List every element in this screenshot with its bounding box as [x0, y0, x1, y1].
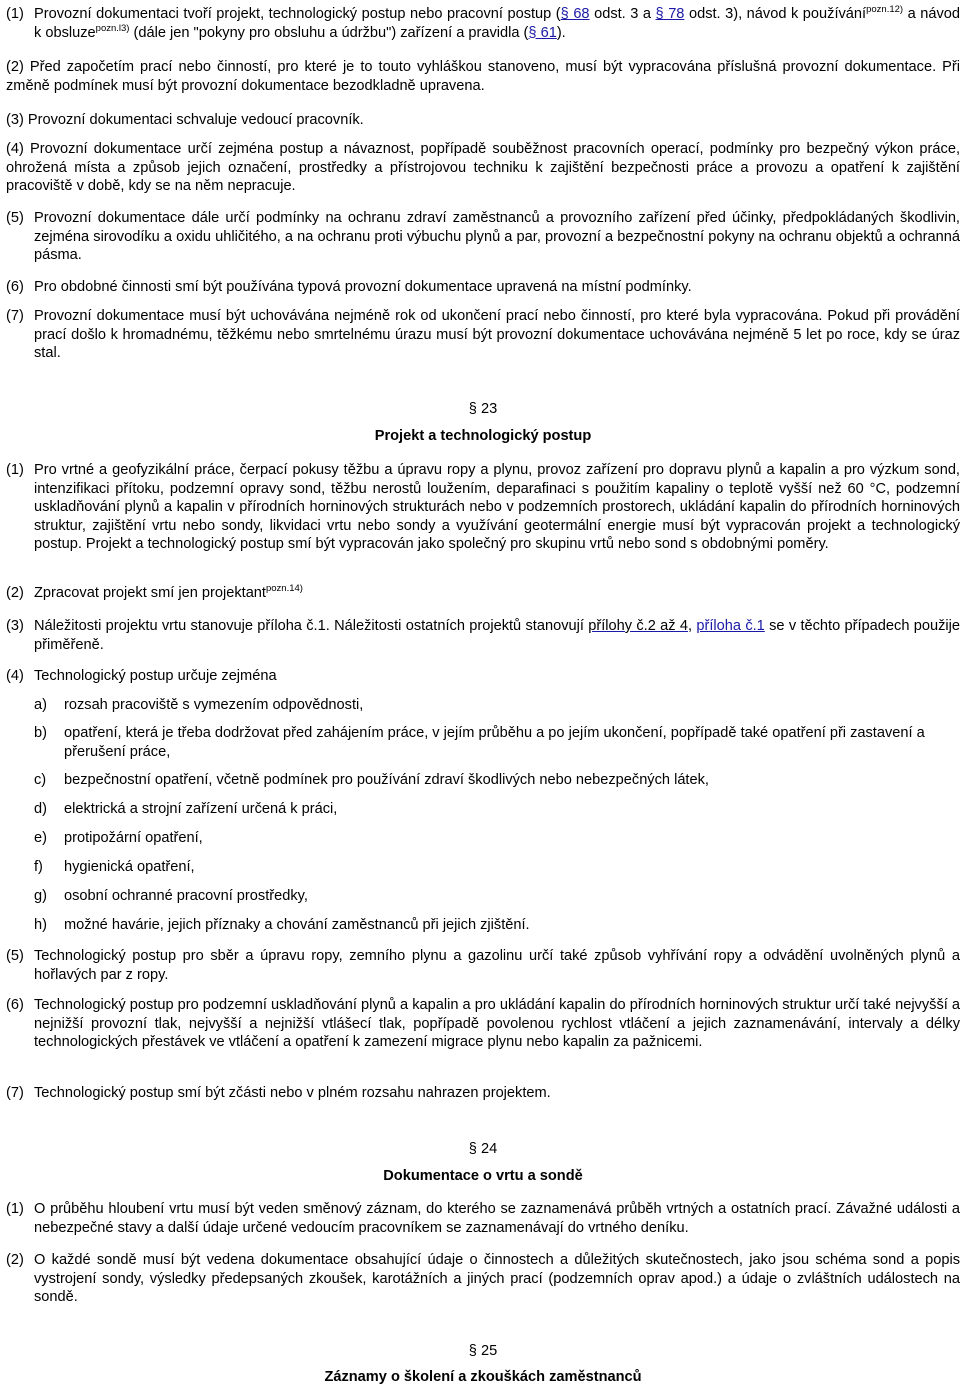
- paragraph-text: Náležitosti projektu vrtu stanovuje příloha č.1. Náležitosti ostatních projektů stanovují přílohy č.2 až 4, příloha č.1 se v těchto případech použije přiměřeně.: [34, 618, 960, 653]
- paragraph-text: Technologický postup smí být zčásti nebo v plném rozsahu nahrazen projektem.: [34, 1085, 551, 1101]
- list-label: d): [34, 801, 47, 817]
- paragraph-text: Provozní dokumentace musí být uchovávána nejméně rok od ukončení prací nebo činností, pro které byla vypracována. Pokud při provádění prací došlo k hromadnému, těžkému nebo smrtelnému úrazu musí být provozní dokumentace uchovávána nejméně 5 let po roce, kdy se úraz stal.: [34, 308, 960, 361]
- paragraph-22-6: [6, 278, 960, 297]
- list-text: možné havárie, jejich příznaky a chování zaměstnanců při jejich zjištění.: [64, 917, 530, 933]
- paragraph-number: (2): [6, 1252, 24, 1268]
- paragraph-number: (6): [6, 279, 24, 295]
- paragraph-text: Technologický postup pro podzemní uskladňování plynů a kapalin a pro ukládání kapalin do přírodních horninových struktur určí také nejvyšší a nejnižší provozní tlak, nejvyšší a nejnižší vtlášecí tlak, popřípadě povolenou rychlost vtláčení a jejich zaznamenávání, intervaly a délky technologických přestávek ve vtláčení a opatření k zamezení migrace plynu nebo kapalin za pažnicemi.: [34, 997, 960, 1050]
- paragraph-number: (4): [6, 668, 24, 684]
- paragraph-text: Technologický postup určuje zejména: [34, 668, 277, 684]
- paragraph-22-5: [6, 209, 960, 265]
- paragraph-22-2: (2) Před započetím prací nebo činností, pro které je to touto vyhláškou stanoveno, musí být vypracována příslušná provozní dokumentace. Při změně podmínek musí být provozní dokumentace bezodkladně upravena.: [6, 59, 960, 94]
- paragraph-number: (3): [6, 618, 24, 634]
- paragraph-22-1: [6, 5, 960, 42]
- list-label: b): [34, 725, 47, 741]
- list-label: f): [34, 859, 43, 875]
- paragraph-text: Pro vrtné a geofyzikální práce, čerpací pokusy těžbu a úpravu ropy a plynu, provoz zařízení pro dopravu plynů a kapalin a pro výzkum sond, intenzifikaci přítoku, podzemní opravy sond, těžbu nerostů loužením, deparafinaci s použitím kapaliny o teplotě vyšší než 60 °C, podzemní uskladňování plynů a kapalin v přírodních horninových strukturách nebo v podzemních prostorech, ukládání kapalin do přírodních horninových struktur, zajištění vrtu nebo sondy, likvidaci vrtu nebo sondy a využívání geotermální energie musí být vypracován projekt a technologický postup. Projekt a technologický postup smí být vypracován jako společný pro skupinu vrtů nebo sond s obdobnými poměry.: [34, 462, 960, 552]
- list-text: protipožární opatření,: [64, 830, 203, 846]
- paragraph-22-7: [6, 307, 960, 363]
- link-section-68[interactable]: § 68: [560, 6, 590, 22]
- paragraph-text: Technologický postup pro sběr a úpravu ropy, zemního plynu a gazolinu určí také způsob vyhřívání ropy a odvádění uvolněných plynů a hořlavých par z ropy.: [34, 948, 960, 983]
- link-priloha-1[interactable]: příloha č.1: [696, 618, 765, 634]
- paragraph-23-4: [6, 667, 960, 686]
- paragraph-23-2: [6, 584, 960, 603]
- list-label: g): [34, 888, 47, 904]
- paragraph-text: O průběhu hloubení vrtu musí být veden směnový záznam, do kterého se zaznamenává průběh vrtných a ostatních prací. Závažné události a nebezpečné stavy a další údaje určené vedoucím pracovníkem se zaznamenávají do vrtného deníku.: [34, 1201, 960, 1236]
- list-text: hygienická opatření,: [64, 859, 195, 875]
- list-label: c): [34, 772, 47, 788]
- paragraph-number: (7): [6, 1085, 24, 1101]
- list-item-f: [34, 858, 960, 877]
- paragraph-number: (2): [6, 585, 24, 601]
- paragraph-22-4: (4) Provozní dokumentace určí zejména postup a návaznost, popřípadě souběžnost pracovních operací, podmínky pro bezpečný výkon práce, ohrožená místa a způsob jejich označení, prostředky a přístrojovou techniku k zajištění bezpečnosti práce a provozu a opatření k zajištění pracoviště v době, kdy se na něm nepracuje.: [6, 141, 960, 194]
- list-text: rozsah pracoviště s vymezením odpovědnosti,: [64, 697, 364, 713]
- paragraph-number: (7): [6, 308, 24, 324]
- list-item-h: [34, 916, 960, 935]
- paragraph-23-7: [6, 1084, 960, 1103]
- list-text: osobní ochranné pracovní prostředky,: [64, 888, 308, 904]
- paragraph-text: Zpracovat projekt smí jen projektant$^{pozn.14)}$: [34, 583, 303, 601]
- link-section-78[interactable]: § 78: [655, 6, 685, 22]
- paragraph-text: Pro obdobné činnosti smí být používána typová provozní dokumentace upravená na místní podmínky.: [34, 279, 692, 295]
- footnote-ref-14: pozn.14): [265, 583, 303, 594]
- list-text: opatření, která je třeba dodržovat před zahájením práce, v jejím průběhu a po jejím ukončení, popřípadě také opatření při zastavení a přerušení práce,: [64, 725, 925, 760]
- paragraph-24-1: [6, 1200, 960, 1237]
- paragraph-number: (5): [6, 210, 24, 226]
- paragraph-24-2: [6, 1251, 960, 1307]
- paragraph-number: (1): [6, 6, 24, 22]
- paragraph-text: Provozní dokumentace dále určí podmínky na ochranu zdraví zaměstnanců a provozního zařízení před účinky, předpokládaných škodlivin, zejména sirovodíku a oxidu uhličitého, a na ochranu proti výbuchu plynů a par, provozní a bezpečnostní pokyny na ochranu objektů a ochranná pásma.: [34, 210, 960, 263]
- section-sign-23: § 23: [468, 401, 498, 417]
- footnote-ref-12: pozn.12): [866, 4, 904, 15]
- list-item-d: [34, 800, 960, 819]
- paragraph-number: (6): [6, 997, 24, 1013]
- list-item-c: [34, 771, 960, 790]
- paragraph-text: Provozní dokumentaci tvoří projekt, technologický postup nebo pracovní postup (§ 68 odst. 3 a § 78 odst. 3), návod k používání$^{pozn.12)}$ a návod k obsluze$^{pozn.l3)}$ (dále jen "pokyny pro obsluhu a údržbu") zařízení a pravidla (§ 61).: [34, 4, 960, 41]
- list-label: a): [34, 697, 47, 713]
- section-title-25: Záznamy o školení a zkouškách zaměstnanců: [324, 1369, 642, 1385]
- footnote-ref-13: pozn.l3): [95, 22, 130, 34]
- list-label: h): [34, 917, 47, 933]
- section-title-23: Projekt a technologický postup: [374, 428, 592, 444]
- paragraph-number: (1): [6, 462, 24, 478]
- paragraph-22-3: (3) Provozní dokumentaci schvaluje vedoucí pracovník.: [6, 112, 364, 128]
- list-text: elektrická a strojní zařízení určená k práci,: [64, 801, 338, 817]
- paragraph-23-5: [6, 947, 960, 984]
- list-item-g: [34, 887, 960, 906]
- section-title-24: Dokumentace o vrtu a sondě: [383, 1168, 583, 1184]
- link-section-61[interactable]: § 61: [528, 24, 557, 41]
- paragraph-number: (1): [6, 1201, 24, 1217]
- list-item-b: [34, 724, 960, 761]
- paragraph-text: O každé sondě musí být vedena dokumentace obsahující údaje o činnostech a důležitých skutečnostech, jako jsou schéma sond a popis vystrojení sondy, výsledky předepsaných zkoušek, karotážních a jiných prací (podzemních oprav apod.) a údaje o zvláštních událostech na sondě.: [34, 1252, 960, 1305]
- paragraph-23-3: [6, 617, 960, 654]
- list-text: bezpečnostní opatření, včetně podmínek pro používání zdraví škodlivých nebo nebezpečných látek,: [64, 772, 709, 788]
- paragraph-number: (5): [6, 948, 24, 964]
- section-sign-24: § 24: [468, 1141, 498, 1157]
- paragraph-23-1: [6, 461, 960, 554]
- section-sign-25: § 25: [468, 1343, 498, 1359]
- paragraph-23-6: [6, 996, 960, 1052]
- list-item-a: [34, 696, 960, 715]
- list-label: e): [34, 830, 47, 846]
- list-item-e: [34, 829, 960, 848]
- link-prilohy-2-4[interactable]: přílohy č.2 až 4: [588, 618, 688, 634]
